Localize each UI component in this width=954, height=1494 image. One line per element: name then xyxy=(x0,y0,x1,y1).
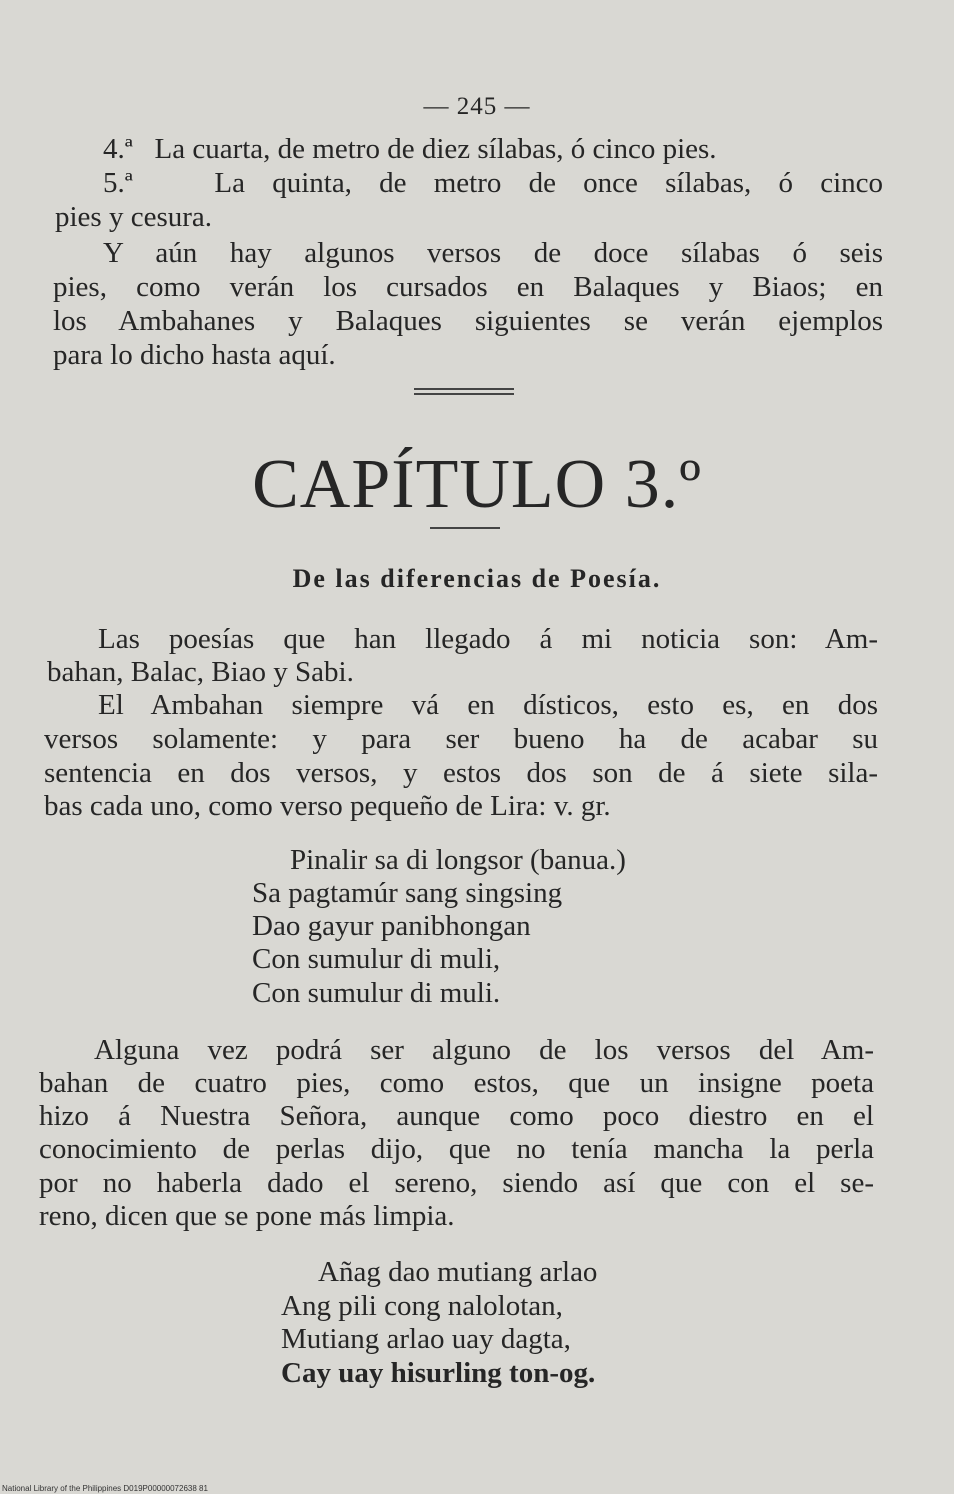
section-title: De las diferencias de Poesía. xyxy=(292,564,662,593)
intro-line-4: Y aún hay algunos versos de doce sílabas ó seis xyxy=(103,237,883,269)
para3-line-3: hizo á Nuestra Señora, aunque como poco diestro en el xyxy=(39,1100,874,1132)
chapter-title: CAPÍTULO 3.º xyxy=(252,446,702,523)
poem1-verse-2: Sa pagtamúr sang singsing xyxy=(252,877,563,909)
poem1-verse-3: Dao gayur panibhongan xyxy=(252,910,531,942)
intro-line-1 xyxy=(103,132,717,166)
intro-line-7: para lo dicho hasta aquí. xyxy=(53,339,336,371)
divider-double-top xyxy=(414,388,514,390)
intro-line-3: pies y cesura. xyxy=(55,201,213,233)
para3-line-1: Alguna vez podrá ser alguno de los versos del Am- xyxy=(94,1034,874,1066)
para3-line-4: conocimiento de perlas dijo, que no tenía mancha la perla xyxy=(39,1133,874,1165)
para2-line-4: bas cada uno, como verso pequeño de Lira: v. gr. xyxy=(44,790,611,822)
para1-line-2: bahan, Balac, Biao y Sabi. xyxy=(47,656,354,688)
poem1-verse-4: Con sumulur di muli, xyxy=(252,943,501,975)
list-number: 5.ª xyxy=(103,167,133,199)
para2-line-2: versos solamente: y para ser bueno ha de acabar su xyxy=(44,723,878,755)
poem2-verse-3: Mutiang arlao uay dagta, xyxy=(281,1323,571,1355)
poem1-verse-1: Pinalir sa di longsor (banua.) xyxy=(290,844,626,876)
para3-line-2: bahan de cuatro pies, como estos, que un insigne poeta xyxy=(39,1067,874,1099)
poem2-verse-4: Cay uay hisurling ton-og. xyxy=(281,1357,596,1389)
intro-line-2 xyxy=(103,166,883,200)
poem1-verse-5: Con sumulur di muli. xyxy=(252,977,501,1009)
para2-line-1: El Ambahan siempre vá en dísticos, esto es, en dos xyxy=(98,689,878,721)
intro-line-5: pies, como verán los cursados en Balaques y Biaos; en xyxy=(53,271,883,303)
divider-double-bottom xyxy=(414,393,514,395)
para3-line-5: por no haberla dado el sereno, siendo así que con el se- xyxy=(39,1167,874,1199)
scan-footer-note: National Library of the Philippines D019P00000072638 81 xyxy=(2,1484,208,1493)
poem2-verse-2: Ang pili cong nalolotan, xyxy=(281,1290,563,1322)
list-text: La cuarta, de metro de diez sílabas, ó cinco pies. xyxy=(154,133,717,165)
divider-short xyxy=(430,527,500,529)
list-number: 4.ª xyxy=(103,133,133,165)
para3-line-6: reno, dicen que se pone más limpia. xyxy=(39,1200,455,1232)
para1-line-1: Las poesías que han llegado á mi noticia son: Am- xyxy=(98,623,878,655)
list-text: La quinta, de metro de once sílabas, ó cinco xyxy=(214,167,884,199)
intro-line-6: los Ambahanes y Balaques siguientes se verán ejemplos xyxy=(53,305,883,337)
poem2-verse-1: Añag dao mutiang arlao xyxy=(318,1256,598,1288)
page-number: — 245 — xyxy=(423,93,531,120)
para2-line-3: sentencia en dos versos, y estos dos son de á siete sila- xyxy=(44,757,878,789)
